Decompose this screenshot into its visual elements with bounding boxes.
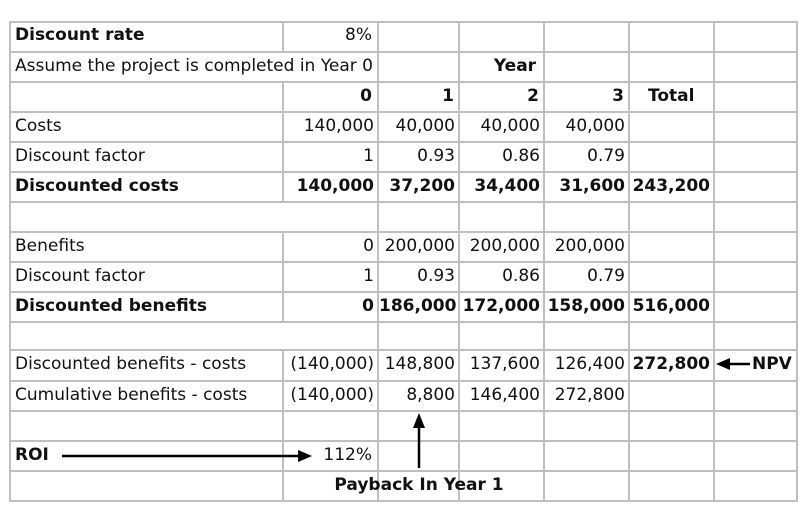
year-3-header: 3 bbox=[612, 86, 624, 106]
net-benefits-label: Discounted benefits - costs bbox=[15, 354, 247, 374]
benefits-discount-factor-year-1: 0.93 bbox=[417, 266, 455, 286]
benefits-discount-factor-year-3: 0.79 bbox=[587, 266, 625, 286]
cumulative-label: Cumulative benefits - costs bbox=[15, 385, 248, 405]
roi-value: 112% bbox=[323, 445, 372, 465]
payback-arrow-head bbox=[413, 413, 425, 428]
cumulative-year-0: (140,000) bbox=[290, 385, 374, 405]
benefits-year-1: 200,000 bbox=[384, 236, 455, 256]
costs-discount-factor-year-0: 1 bbox=[363, 146, 374, 166]
costs-discount-factor-year-2: 0.86 bbox=[502, 146, 540, 166]
npv-label: NPV bbox=[752, 354, 792, 374]
costs-label: Costs bbox=[15, 116, 62, 136]
year-header: Year bbox=[493, 56, 537, 76]
roi-label: ROI bbox=[15, 445, 49, 465]
benefits-discount-factor-year-0: 1 bbox=[363, 266, 374, 286]
benefits-year-0: 0 bbox=[363, 236, 374, 256]
discounted-benefits-label: Discounted benefits bbox=[15, 296, 207, 316]
discounted-benefits-year-2: 172,000 bbox=[462, 296, 540, 316]
costs-year-1: 40,000 bbox=[395, 116, 455, 136]
year-0-header: 0 bbox=[360, 86, 372, 106]
costs-discount-factor-year-1: 0.93 bbox=[417, 146, 455, 166]
net-benefits-year-2: 137,600 bbox=[469, 354, 540, 374]
benefits-year-2: 200,000 bbox=[469, 236, 540, 256]
discounted-costs-total: 243,200 bbox=[632, 176, 710, 196]
net-benefits-year-0: (140,000) bbox=[290, 354, 374, 374]
cumulative-year-3: 272,800 bbox=[554, 385, 625, 405]
costs-year-3: 40,000 bbox=[565, 116, 625, 136]
roi-arrow-head bbox=[298, 450, 312, 462]
npv-total: 272,800 bbox=[632, 354, 710, 374]
discounted-costs-year-2: 34,400 bbox=[474, 176, 540, 196]
discounted-benefits-year-1: 186,000 bbox=[379, 296, 457, 316]
costs-year-2: 40,000 bbox=[480, 116, 540, 136]
year-1-header: 1 bbox=[442, 86, 454, 106]
year-2-header: 2 bbox=[527, 86, 539, 106]
costs-discount-factor-label: Discount factor bbox=[15, 146, 145, 166]
npv-arrow-head bbox=[716, 358, 730, 370]
costs-discount-factor-year-3: 0.79 bbox=[587, 146, 625, 166]
discounted-benefits-year-0: 0 bbox=[362, 296, 374, 316]
discounted-benefits-year-3: 158,000 bbox=[547, 296, 625, 316]
discounted-costs-year-1: 37,200 bbox=[389, 176, 455, 196]
discounted-benefits-total: 516,000 bbox=[632, 296, 710, 316]
net-benefits-year-3: 126,400 bbox=[554, 354, 625, 374]
discounted-costs-year-0: 140,000 bbox=[296, 176, 374, 196]
costs-year-0: 140,000 bbox=[303, 116, 374, 136]
benefits-discount-factor-label: Discount factor bbox=[15, 266, 145, 286]
net-benefits-year-1: 148,800 bbox=[384, 354, 455, 374]
benefits-year-3: 200,000 bbox=[554, 236, 625, 256]
discount-rate-value: 8% bbox=[345, 25, 372, 45]
discounted-costs-year-3: 31,600 bbox=[559, 176, 625, 196]
discount-rate-label: Discount rate bbox=[15, 25, 145, 45]
total-header: Total bbox=[648, 86, 695, 106]
payback-label: Payback In Year 1 bbox=[334, 475, 504, 495]
discounted-costs-label: Discounted costs bbox=[15, 176, 179, 196]
assumption-text: Assume the project is completed in Year 0 bbox=[15, 56, 373, 76]
benefits-discount-factor-year-2: 0.86 bbox=[502, 266, 540, 286]
cumulative-year-2: 146,400 bbox=[469, 385, 540, 405]
cumulative-year-1: 8,800 bbox=[406, 385, 455, 405]
benefits-label: Benefits bbox=[15, 236, 85, 256]
